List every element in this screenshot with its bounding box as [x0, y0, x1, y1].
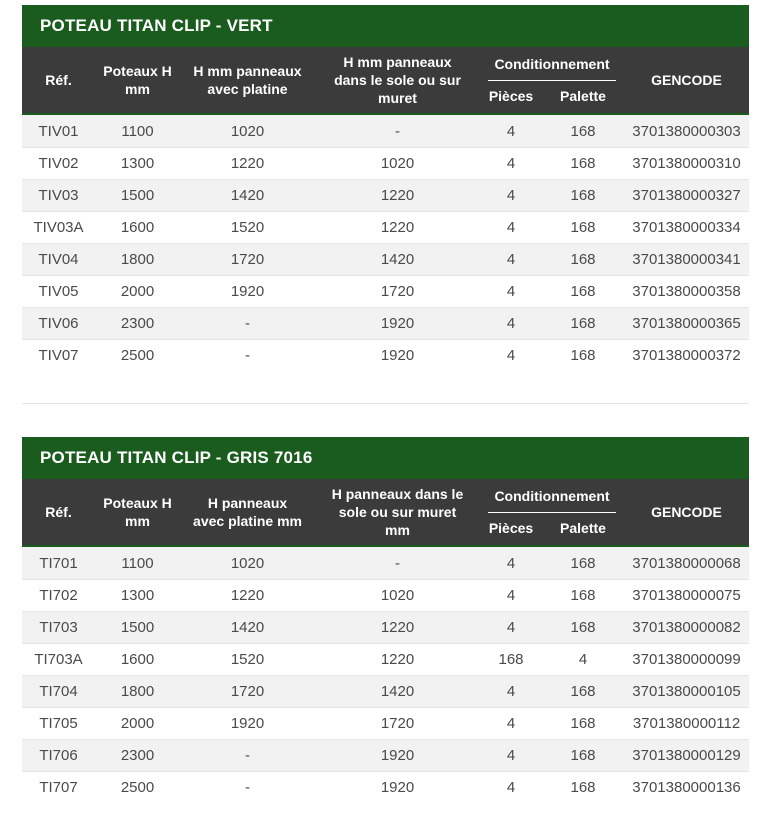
palette-cell: 168	[570, 683, 596, 700]
table-row	[22, 307, 749, 339]
table-title: POTEAU TITAN CLIP - VERT	[40, 16, 273, 35]
table-row	[22, 243, 749, 275]
platine-cell: 1720	[230, 683, 265, 700]
poteaux-cell: 2500	[120, 779, 155, 796]
ref-cell: TI705	[39, 715, 78, 732]
platine-cell: 1220	[230, 587, 265, 604]
col-header-conditionnement: Conditionnement	[494, 487, 610, 504]
palette-cell: 168	[570, 283, 596, 300]
table-row	[22, 611, 749, 643]
pieces-cell: 4	[506, 779, 516, 796]
platine-cell: 1720	[230, 251, 265, 268]
col-header-sole: H mm panneaux dans le sole ou sur muret	[334, 53, 461, 107]
platine-cell: 1220	[230, 155, 265, 172]
ref-cell: TI706	[39, 747, 78, 764]
poteaux-cell: 1800	[120, 251, 155, 268]
table-row	[22, 275, 749, 307]
poteaux-cell: 2300	[120, 747, 155, 764]
pieces-cell: 4	[506, 122, 516, 140]
sole-cell: 1920	[380, 347, 415, 364]
conditionnement-underline	[488, 512, 616, 513]
platine-cell: -	[245, 779, 250, 796]
palette-cell: 168	[570, 315, 596, 332]
platine-cell: 1420	[230, 619, 265, 636]
table-body	[22, 115, 749, 371]
table-row	[22, 675, 749, 707]
sole-cell: 1020	[380, 155, 415, 172]
platine-cell: -	[245, 347, 250, 364]
table-title-bar	[22, 5, 749, 47]
product-table-gris-7016	[22, 437, 749, 803]
pieces-cell: 4	[506, 251, 516, 268]
poteaux-cell: 1500	[120, 187, 155, 204]
sole-cell: 1920	[380, 779, 415, 796]
platine-cell: 1420	[230, 187, 265, 204]
sole-cell: 1220	[380, 187, 415, 204]
col-header-palette: Palette	[560, 87, 606, 104]
col-header-conditionnement-group	[480, 56, 624, 105]
table-title: POTEAU TITAN CLIP - GRIS 7016	[40, 448, 313, 467]
palette-cell: 168	[570, 587, 596, 604]
pieces-cell: 4	[506, 683, 516, 700]
palette-cell: 168	[570, 747, 596, 764]
sole-cell: 1220	[380, 619, 415, 636]
pieces-cell: 4	[506, 554, 516, 572]
ref-cell: TI707	[39, 779, 78, 796]
product-table-vert	[22, 5, 749, 371]
col-header-platine: H mm panneaux avec platine	[193, 62, 302, 97]
poteaux-cell: 2000	[120, 283, 155, 300]
gencode-cell: 3701380000334	[632, 219, 741, 236]
ref-cell: TI704	[39, 683, 78, 700]
poteaux-cell: 1100	[121, 122, 154, 140]
palette-cell: 168	[570, 187, 596, 204]
pieces-cell: 4	[506, 315, 516, 332]
col-header-sole: H panneaux dans le sole ou sur muret mm	[331, 485, 464, 539]
gencode-cell: 3701380000341	[632, 251, 741, 268]
table-row	[22, 339, 749, 371]
gencode-cell: 3701380000303	[632, 122, 741, 140]
conditionnement-subheaders	[480, 520, 624, 537]
col-header-platine: H panneaux avec platine mm	[193, 494, 302, 529]
poteaux-cell: 1600	[120, 219, 155, 236]
table-row	[22, 739, 749, 771]
sole-cell: -	[395, 554, 400, 572]
table-row	[22, 579, 749, 611]
pieces-cell: 4	[506, 187, 516, 204]
sole-cell: 1220	[380, 651, 415, 668]
pieces-cell: 4	[506, 219, 516, 236]
palette-cell: 4	[578, 651, 588, 668]
col-header-pieces: Pièces	[488, 519, 534, 536]
poteaux-cell: 2300	[120, 315, 155, 332]
gencode-cell: 3701380000105	[632, 683, 741, 700]
col-header-ref: Réf.	[45, 503, 72, 520]
sole-cell: 1920	[380, 315, 415, 332]
sole-cell: 1720	[380, 715, 415, 732]
catalog-page	[22, 0, 749, 820]
gencode-cell: 3701380000372	[632, 347, 741, 364]
col-header-poteaux: Poteaux H mm	[103, 494, 172, 529]
platine-cell: 1020	[230, 122, 265, 140]
col-header-gencode: GENCODE	[651, 503, 722, 520]
table-row	[22, 179, 749, 211]
conditionnement-underline	[488, 80, 616, 81]
gencode-cell: 3701380000365	[632, 315, 741, 332]
ref-cell: TIV06	[38, 315, 79, 332]
platine-cell: 1520	[230, 219, 265, 236]
gencode-cell: 3701380000129	[632, 747, 741, 764]
pieces-cell: 4	[506, 587, 516, 604]
col-header-ref: Réf.	[45, 71, 72, 88]
pieces-cell: 4	[506, 747, 516, 764]
col-header-pieces: Pièces	[488, 87, 534, 104]
sole-cell: 1020	[380, 587, 415, 604]
ref-cell: TIV03A	[33, 219, 84, 236]
col-header-poteaux: Poteaux H mm	[103, 62, 172, 97]
pieces-cell: 4	[506, 619, 516, 636]
ref-cell: TIV02	[38, 155, 79, 172]
pieces-cell: 4	[506, 715, 516, 732]
table-header	[22, 479, 749, 547]
section-divider	[22, 403, 749, 404]
palette-cell: 168	[570, 122, 596, 140]
platine-cell: 1920	[230, 283, 265, 300]
poteaux-cell: 1800	[120, 683, 155, 700]
poteaux-cell: 1600	[120, 651, 155, 668]
ref-cell: TIV04	[38, 251, 79, 268]
ref-cell: TI701	[39, 554, 78, 572]
gencode-cell: 3701380000082	[632, 619, 741, 636]
gencode-cell: 3701380000310	[632, 155, 741, 172]
palette-cell: 168	[570, 554, 596, 572]
table-row	[22, 707, 749, 739]
ref-cell: TI702	[39, 587, 78, 604]
platine-cell: 1920	[230, 715, 265, 732]
sole-cell: 1720	[380, 283, 415, 300]
col-header-gencode: GENCODE	[651, 71, 722, 88]
ref-cell: TIV01	[38, 122, 79, 140]
platine-cell: -	[245, 747, 250, 764]
gencode-cell: 3701380000068	[632, 554, 741, 572]
table-header	[22, 47, 749, 115]
poteaux-cell: 1300	[120, 587, 155, 604]
ref-cell: TIV03	[38, 187, 79, 204]
ref-cell: TIV05	[38, 283, 79, 300]
table-body	[22, 547, 749, 803]
platine-cell: 1520	[230, 651, 265, 668]
sole-cell: 1220	[380, 219, 415, 236]
pieces-cell: 168	[498, 651, 524, 668]
table-row	[22, 547, 749, 579]
sole-cell: 1420	[380, 683, 415, 700]
poteaux-cell: 1500	[120, 619, 155, 636]
table-row	[22, 147, 749, 179]
platine-cell: 1020	[230, 554, 265, 572]
gencode-cell: 3701380000075	[632, 587, 741, 604]
palette-cell: 168	[570, 155, 596, 172]
palette-cell: 168	[570, 251, 596, 268]
platine-cell: -	[245, 315, 250, 332]
gencode-cell: 3701380000358	[632, 283, 741, 300]
sole-cell: 1920	[380, 747, 415, 764]
gencode-cell: 3701380000327	[632, 187, 741, 204]
sole-cell: 1420	[380, 251, 415, 268]
palette-cell: 168	[570, 219, 596, 236]
gencode-cell: 3701380000136	[632, 779, 741, 796]
pieces-cell: 4	[506, 283, 516, 300]
col-header-conditionnement: Conditionnement	[494, 55, 610, 72]
table-row	[22, 643, 749, 675]
col-header-palette: Palette	[560, 519, 606, 536]
table-row	[22, 115, 749, 147]
table-row	[22, 211, 749, 243]
pieces-cell: 4	[506, 155, 516, 172]
table-row	[22, 771, 749, 803]
conditionnement-subheaders	[480, 88, 624, 105]
sole-cell: -	[395, 122, 400, 140]
gencode-cell: 3701380000099	[632, 651, 741, 668]
poteaux-cell: 2000	[120, 715, 155, 732]
poteaux-cell: 1300	[120, 155, 155, 172]
ref-cell: TIV07	[38, 347, 79, 364]
palette-cell: 168	[570, 619, 596, 636]
pieces-cell: 4	[506, 347, 516, 364]
poteaux-cell: 1100	[121, 554, 154, 572]
poteaux-cell: 2500	[120, 347, 155, 364]
palette-cell: 168	[570, 347, 596, 364]
gencode-cell: 3701380000112	[632, 715, 741, 732]
palette-cell: 168	[570, 715, 596, 732]
palette-cell: 168	[570, 779, 596, 796]
ref-cell: TI703	[39, 619, 78, 636]
table-title-bar	[22, 437, 749, 479]
col-header-conditionnement-group	[480, 488, 624, 537]
ref-cell: TI703A	[34, 651, 83, 668]
